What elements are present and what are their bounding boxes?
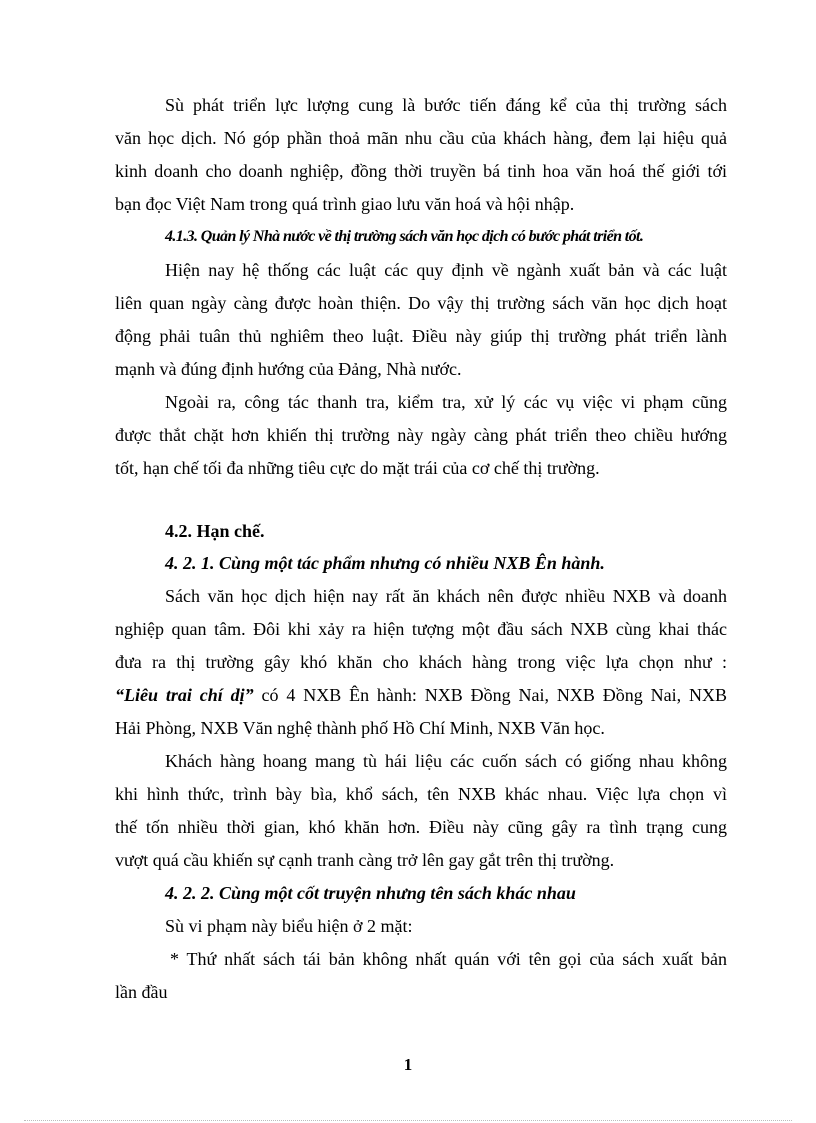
paragraph-3-line-3: tốt, hạn chế tối đa những tiêu cực do mặt trái của cơ chế thị trường. [115, 458, 600, 478]
section-heading-4-1-3: 4.1.3. Quản lý Nhà nước về thị trường sách văn học dịch có bước phát triển tốt. [165, 228, 644, 245]
paragraph-6: Sù vi phạm này biểu hiện ở 2 mặt: [165, 916, 413, 936]
paragraph-4-line-2: nghiệp quan tâm. Đôi khi xảy ra hiện tượng một đầu sách NXB cùng khai thác [115, 619, 727, 639]
book-title-quote: “Liêu trai chí dị” [115, 685, 254, 705]
paragraph-1-line-2: văn học dịch. Nó góp phần thoả mãn nhu cầu của khách hàng, đem lại hiệu quả [115, 128, 727, 148]
paragraph-5-line-4: vượt quá cầu khiến sự cạnh tranh càng trở lên gay gắt trên thị trường. [115, 850, 615, 870]
section-heading-4-2: 4.2. Hạn chế. [165, 521, 265, 541]
paragraph-5-line-1: Khách hàng hoang mang tù hái liệu các cuốn sách có giống nhau không [165, 751, 727, 771]
section-heading-4-2-1: 4. 2. 1. Cùng một tác phẩm nhưng có nhiều NXB Ên hành. [165, 553, 605, 573]
paragraph-5-line-3: thế tốn nhiều thời gian, khó khăn hơn. Điều này cũng gây ra tình trạng cung [115, 817, 727, 837]
paragraph-3-line-1: Ngoài ra, công tác thanh tra, kiểm tra, xử lý các vụ việc vi phạm cũng [165, 392, 727, 412]
paragraph-7-line-1: * Thứ nhất sách tái bản không nhất quán với tên gọi của sách xuất bản [170, 949, 727, 969]
paragraph-3-line-2: được thắt chặt hơn khiến thị trường này ngày càng phát triển theo chiều hướng [115, 425, 727, 445]
paragraph-5-line-2: khi hình thức, trình bày bìa, khổ sách, tên NXB khác nhau. Việc lựa chọn vì [115, 784, 727, 804]
paragraph-4-line-1: Sách văn học dịch hiện nay rất ăn khách nên được nhiều NXB và doanh [165, 586, 727, 606]
paragraph-2-line-3: động phải tuân thủ nghiêm theo luật. Điều này giúp thị trường phát triển lành [115, 326, 727, 346]
paragraph-4-line-3: đưa ra thị trường gây khó khăn cho khách hàng trong việc lựa chọn như : [115, 652, 727, 672]
section-heading-4-2-2: 4. 2. 2. Cùng một cốt truyện nhưng tên sách khác nhau [165, 883, 576, 903]
page-bottom-dotted-rule [24, 1120, 792, 1121]
paragraph-2-line-1: Hiện nay hệ thống các luật các quy định về ngành xuất bản và các luật [165, 260, 727, 280]
paragraph-2-line-2: liên quan ngày càng được hoàn thiện. Do vậy thị trường sách văn học dịch hoạt [115, 293, 727, 313]
paragraph-4-line-4-rest: có 4 NXB Ên hành: NXB Đồng Nai, NXB Đồng Nai, NXB [253, 685, 727, 705]
paragraph-1-line-4: bạn đọc Việt Nam trong quá trình giao lưu văn hoá và hội nhập. [115, 194, 575, 214]
paragraph-1-line-3: kinh doanh cho doanh nghiệp, đồng thời truyền bá tinh hoa văn hoá thế giới tới [115, 161, 727, 181]
paragraph-2-line-4: mạnh và đúng định hướng của Đảng, Nhà nước. [115, 359, 462, 379]
page-number: 1 [403, 1055, 413, 1074]
paragraph-1-line-1: Sù phát triển lực lượng cung là bước tiến đáng kể của thị trường sách [165, 95, 727, 115]
paragraph-7-line-2: lần đầu [115, 982, 168, 1002]
paragraph-4-line-4 [115, 684, 727, 706]
paragraph-4-line-5: Hải Phòng, NXB Văn nghệ thành phố Hồ Chí Minh, NXB Văn học. [115, 718, 605, 738]
